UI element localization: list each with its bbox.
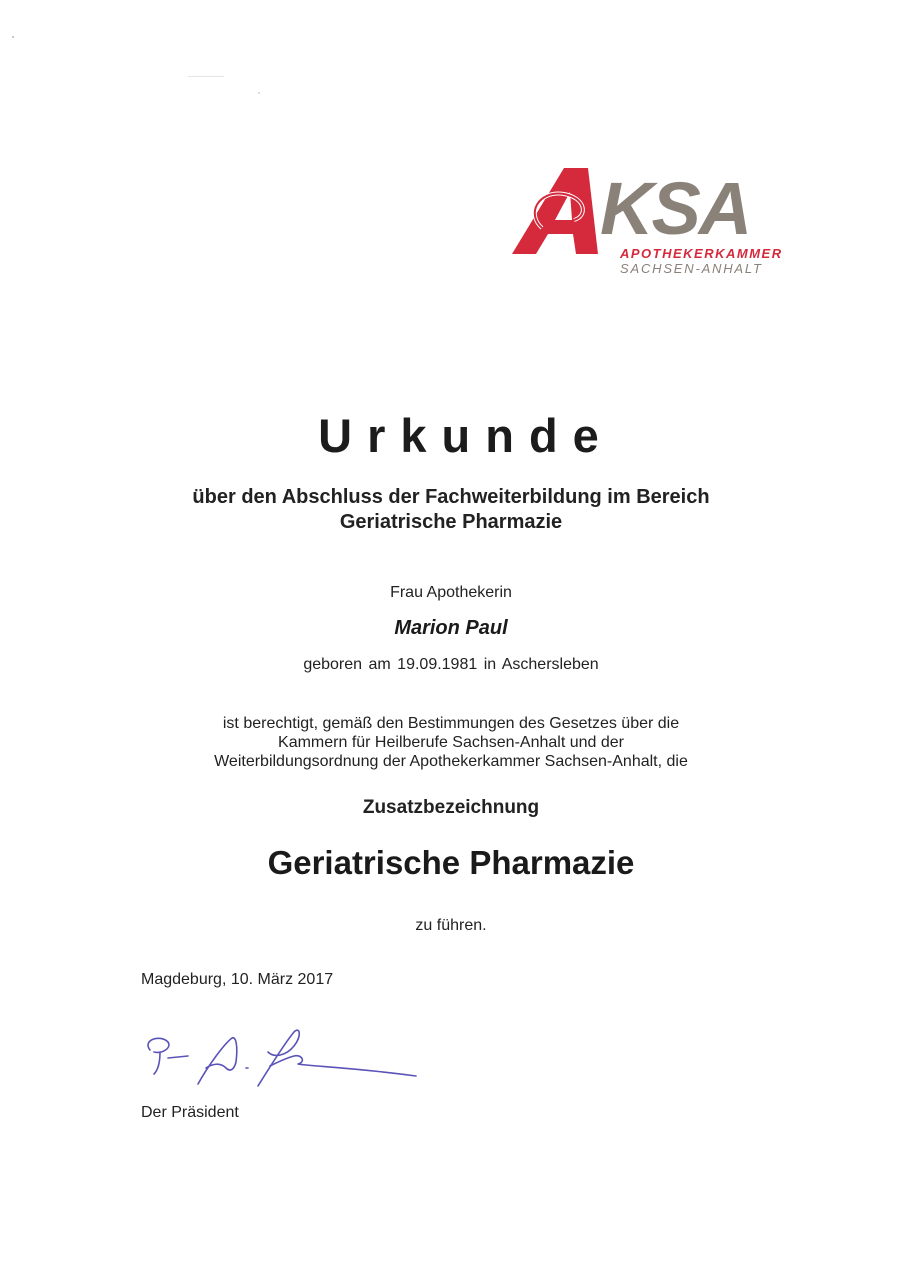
birth-info (0, 656, 902, 674)
logo-a-mark (512, 168, 598, 254)
body-line-2: Kammern für Heilberufe Sachsen-Anhalt und der (278, 734, 624, 751)
logo-wordmark-ksa: KSA (600, 167, 751, 250)
place-date: Magdeburg, 10. März 2017 (141, 971, 334, 988)
birth-prefix: geboren am (303, 656, 391, 673)
salutation: Frau Apothekerin (390, 584, 512, 601)
authorization-text (0, 714, 902, 771)
scan-speck (188, 76, 224, 77)
signature-stroke-5 (258, 1030, 299, 1086)
signature (138, 1022, 428, 1092)
body-line-3: Weiterbildungsordnung der Apothekerkammer Sachsen-Anhalt, die (214, 753, 688, 770)
signer-title: Der Präsident (141, 1104, 239, 1121)
logo-org-line2: SACHSEN-ANHALT (620, 261, 763, 276)
closing-text: zu führen. (415, 917, 487, 934)
scan-speck (12, 36, 14, 38)
certificate-subtitle (0, 485, 902, 535)
body-line-1: ist berechtigt, gemäß den Bestimmungen des Gesetzes über die (222, 715, 680, 732)
scan-speck (258, 92, 260, 94)
aksa-logo (512, 160, 802, 280)
signature-stroke-3 (168, 1056, 188, 1058)
signature-stroke-1 (148, 1038, 169, 1052)
signature-stroke-2 (154, 1052, 160, 1074)
designation-label: Zusatzbezeichnung (362, 797, 540, 818)
subtitle-line-1: über den Abschluss der Fachweiterbildung im Bereich (192, 486, 710, 508)
subtitle-line-2: Geriatrische Pharmazie (339, 511, 563, 533)
logo-org-line1: APOTHEKERKAMMER (620, 246, 783, 261)
certificate-title: Urkunde (318, 409, 614, 462)
signature-stroke-4 (198, 1038, 237, 1084)
birth-place: in Aschersleben (483, 656, 599, 673)
signature-stroke-6 (270, 1056, 416, 1076)
recipient-name: Marion Paul (394, 617, 508, 639)
designation-title: Geriatrische Pharmazie (267, 844, 635, 881)
birth-date: 19.09.1981 (397, 656, 478, 673)
